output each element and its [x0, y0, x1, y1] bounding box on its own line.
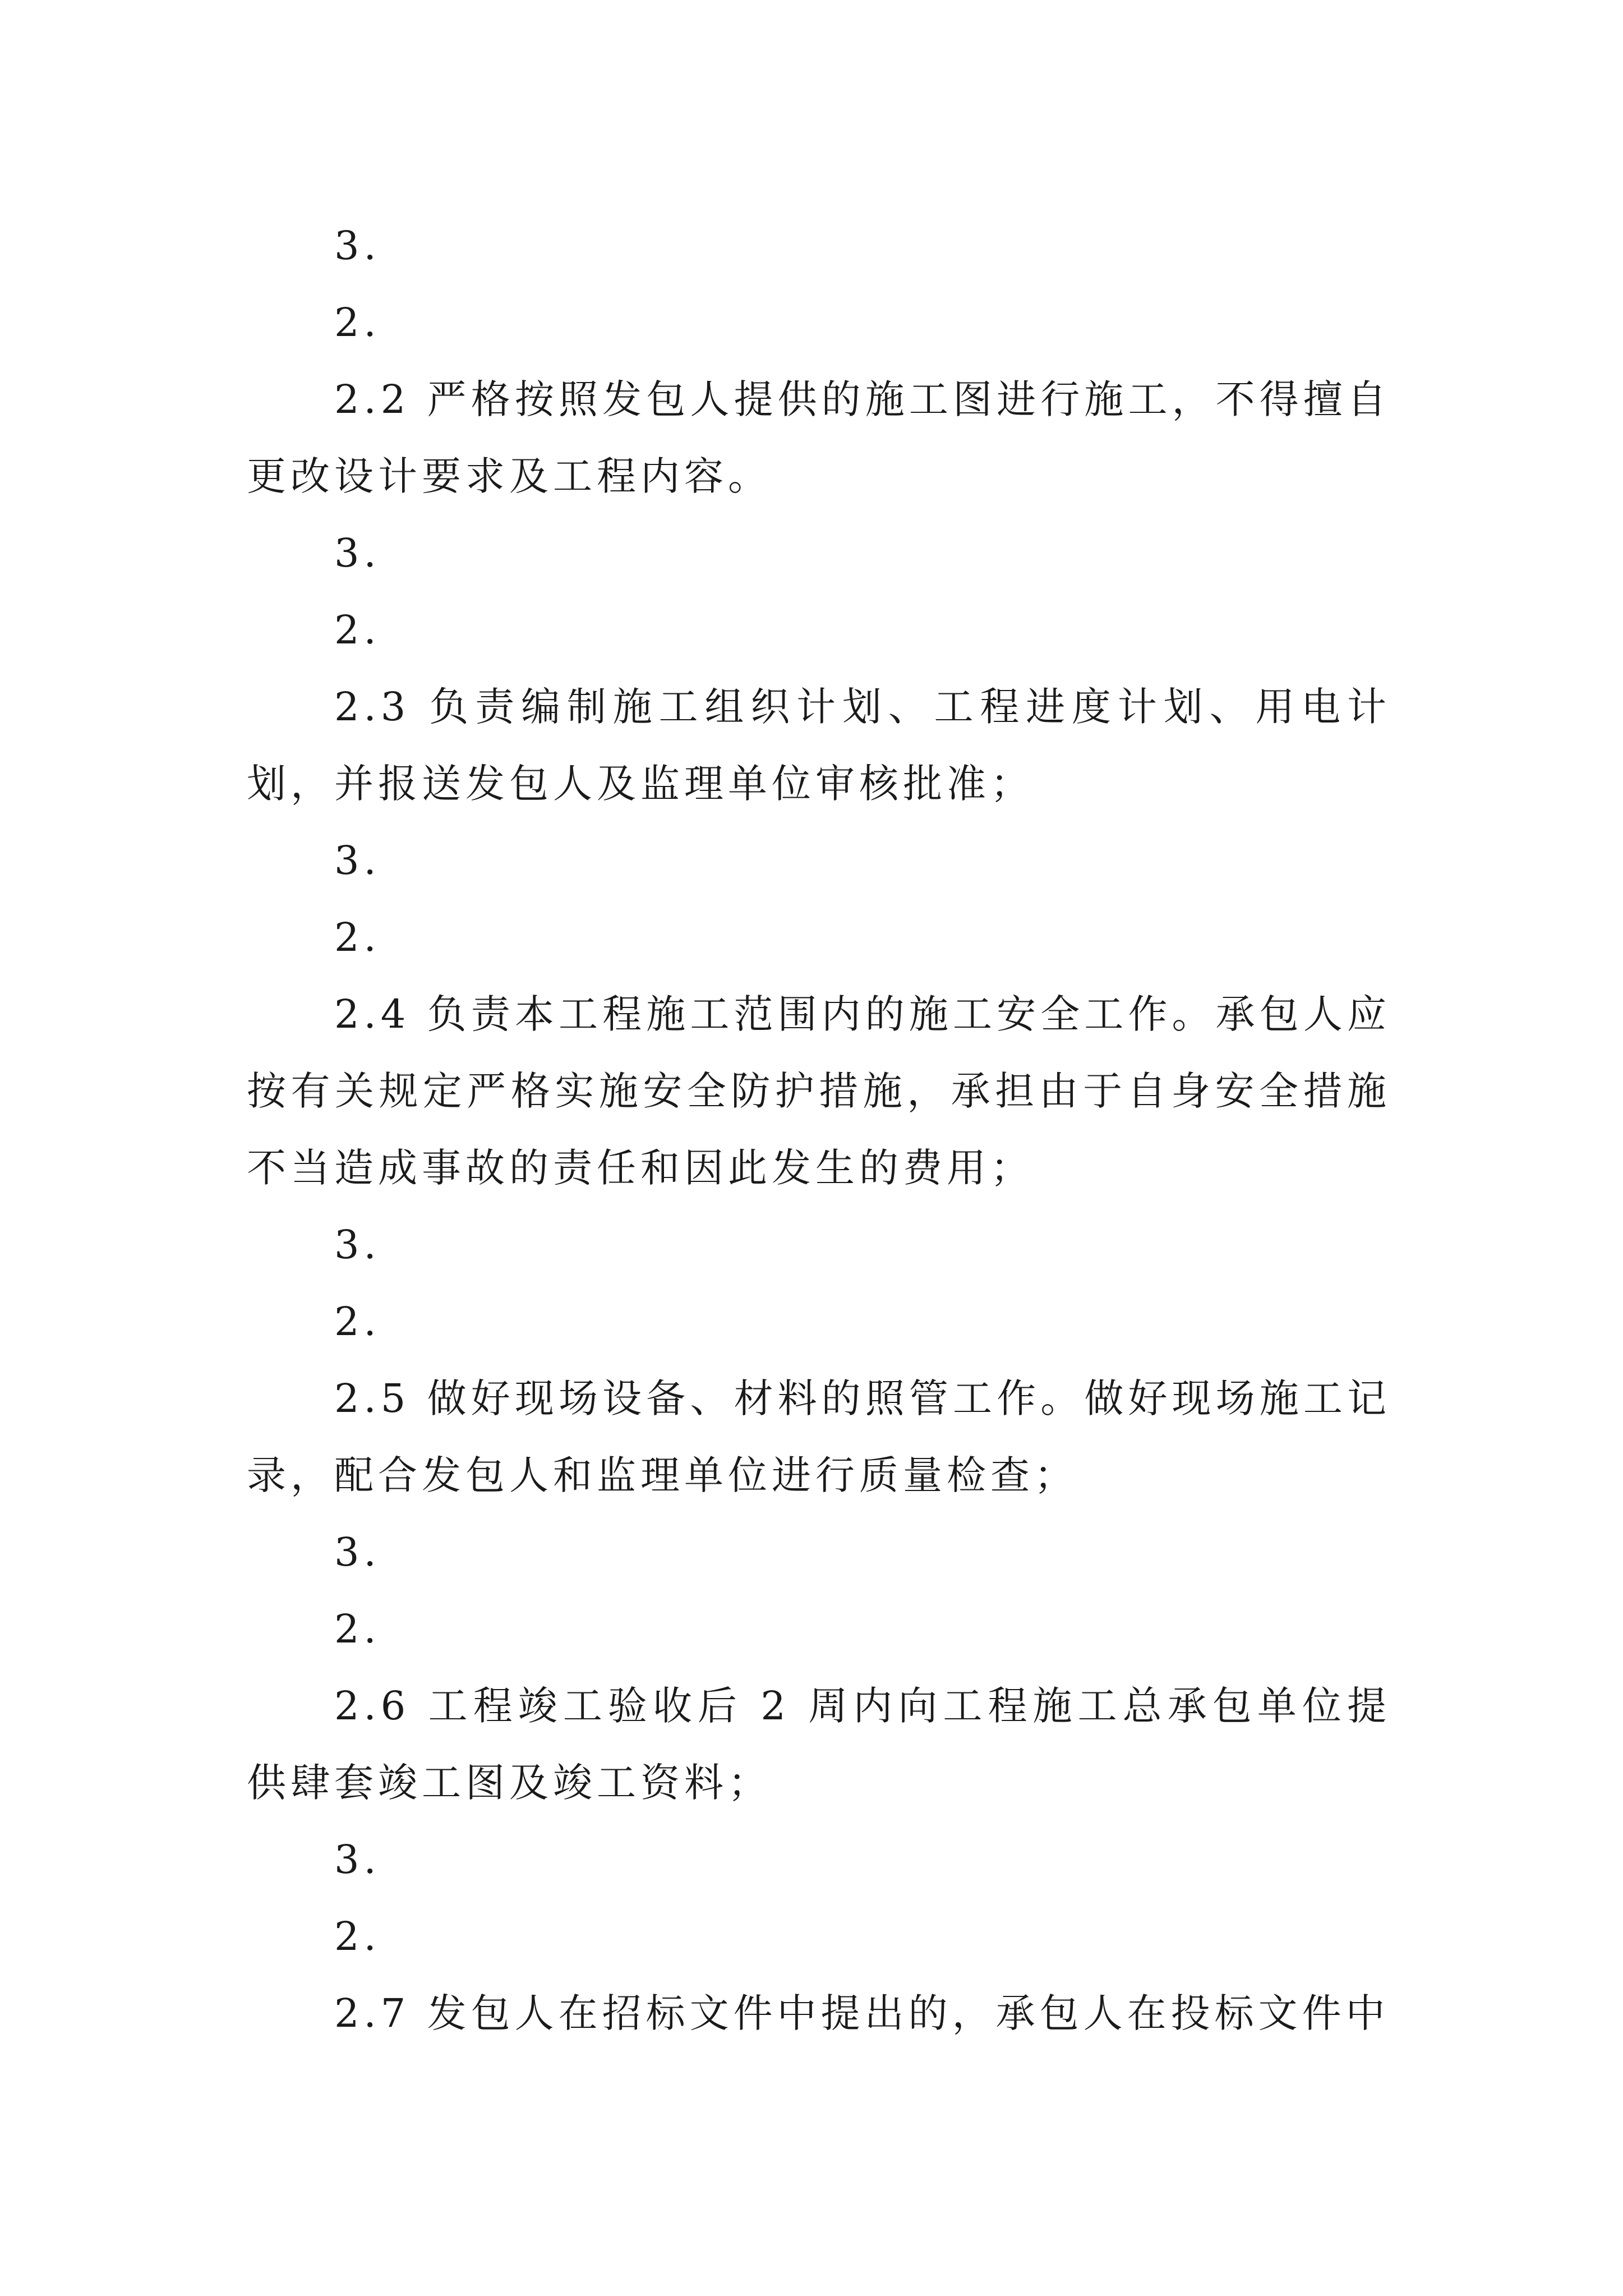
paragraph: 2.3 负责编制施工组织计划、工程进度计划、用电计划，并报送发包人及监理单位审核批准；: [247, 684, 1391, 807]
paragraph: 2.7 发包人在招标文件中提出的，承包人在投标文件中: [334, 1990, 1390, 2036]
paragraph: 3.: [334, 1837, 381, 1883]
paragraph: 2.: [334, 1913, 381, 1959]
paragraph: 2.2 严格按照发包人提供的施工图进行施工，不得擅自更改设计要求及工程内容。: [247, 376, 1391, 499]
paragraph: 2.: [334, 607, 381, 653]
paragraph: 2.: [334, 1606, 381, 1652]
paragraph: 3.: [334, 530, 381, 576]
paragraph: 2.6 工程竣工验收后 2 周内向工程施工总承包单位提供肆套竣工图及竣工资料；: [247, 1683, 1391, 1806]
paragraph: 3.: [334, 223, 381, 269]
paragraph: 2.: [334, 1299, 381, 1345]
paragraph: 2.4 负责本工程施工范围内的施工安全工作。承包人应按有关规定严格实施安全防护措施，承担由于自身安全措施不当造成事故的责任和因此发生的费用；: [247, 991, 1391, 1191]
paragraph: 2.5 做好现场设备、材料的照管工作。做好现场施工记录，配合发包人和监理单位进行质量检查；: [247, 1375, 1391, 1498]
paragraph: 3.: [334, 838, 381, 884]
paragraph: 2.: [334, 914, 381, 960]
paragraph: 3.: [334, 1529, 381, 1575]
paragraph: 3.: [334, 1222, 381, 1268]
document-body: [247, 208, 1391, 2052]
paragraph: 2.: [334, 300, 381, 346]
